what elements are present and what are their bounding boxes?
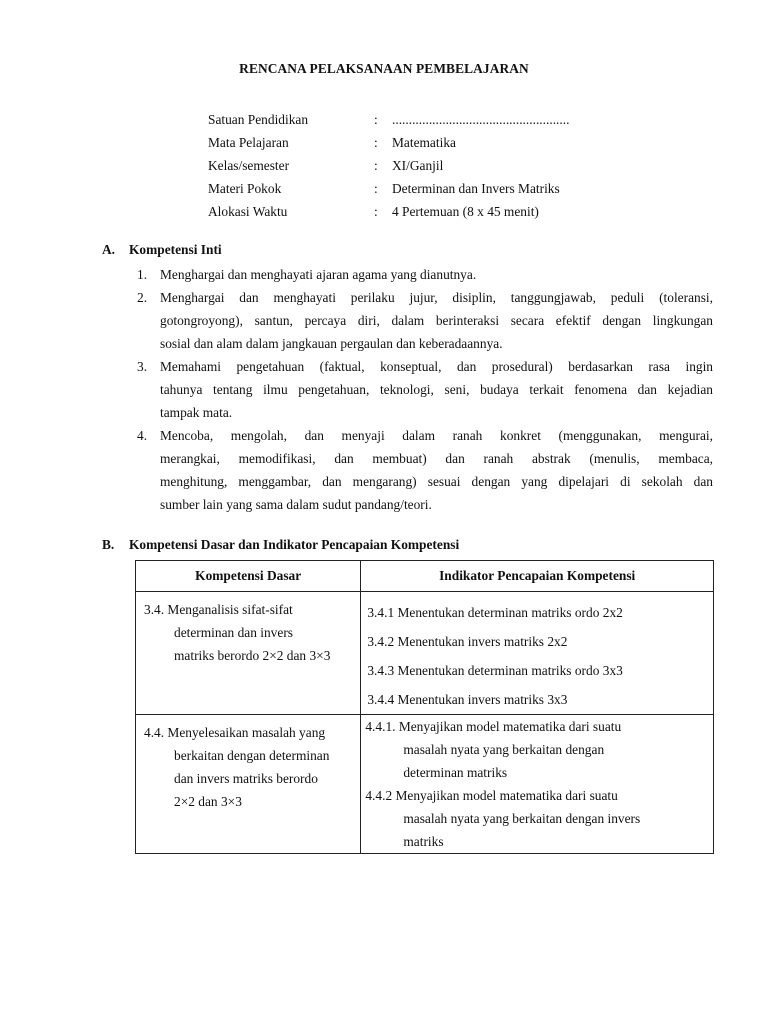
section-letter: B. [102,537,115,552]
indicator-line: masalah nyata yang berkaitan dengan [403,742,605,757]
indicator-cell [361,592,714,715]
kd-line: dan invers matriks berordo [174,771,318,786]
identity-colon: : [374,180,378,196]
list-line: menghitung, menggambar, dan mengarang) sesuai dengan yang dipelajari di sekolah dan [160,474,713,489]
indicator-line: determinan matriks [403,765,508,780]
identity-row [208,177,569,200]
indicator-item: 4.4.2 Menyajikan model matematika dari suatu [365,788,618,803]
kd-first-line: 3.4. Menganalisis sifat-sifat [144,602,293,617]
identity-value: 4 Pertemuan (8 x 45 menit) [392,203,539,219]
indicator-line: masalah nyata yang berkaitan dengan invers [403,811,641,826]
kd-line: berkaitan dengan determinan [174,748,330,763]
indicator-list [361,592,713,714]
kd-line: matriks berordo 2×2 dan 3×3 [174,648,331,663]
list-line: sumber lain yang sama dalam sudut pandang/teori. [160,497,432,512]
identity-label: Kelas/semester [208,157,290,173]
list-number: 3. [137,359,148,374]
kd-first-line: 4.4. Menyelesaikan masalah yang [144,725,326,740]
list-line: Mencoba, mengolah, dan menyaji dalam ranah konkret (menggunakan, mengurai, [160,428,713,443]
indicator-cell [361,715,714,854]
indicator-list [361,715,713,853]
list-item [137,355,713,424]
section-title: Kompetensi Inti [129,242,222,257]
identity-colon: : [374,157,378,173]
table-header-row [136,561,714,592]
list-line: Memahami pengetahuan (faktual, konseptual, dan prosedural) berdasarkan rasa ingin [160,359,713,374]
table-row [136,715,714,854]
section-letter: A. [102,242,116,257]
list-number: 1. [137,267,148,282]
identity-row [208,108,569,131]
kd-text [136,715,360,813]
list-line: tampak mata. [160,405,233,420]
list-line: merangkai, memodifikasi, dan membuat) dan ranah abstrak (menulis, membaca, [160,451,713,466]
kd-line: determinan dan invers [174,625,293,640]
identity-colon: : [374,134,378,150]
indicator-item: 3.4.1 Menentukan determinan matriks ordo 2x2 [367,605,623,620]
identity-value: XI/Ganjil [392,157,444,173]
indicator-item: 3.4.3 Menentukan determinan matriks ordo 3x3 [367,663,623,678]
indicator-item: 4.4.1. Menyajikan model matematika dari suatu [365,719,622,734]
kd-cell [136,715,361,854]
indicator-line: matriks [403,834,444,849]
kompetensi-dasar-table [135,560,714,854]
kompetensi-inti-list [137,263,713,516]
list-item [137,286,713,355]
list-line: tahunya tentang ilmu pengetahuan, teknologi, seni, budaya terkait fenomena dan kejadian [160,382,713,397]
identity-row [208,200,569,223]
identity-row [208,154,569,177]
identity-row [208,131,569,154]
kd-text [136,592,360,667]
identity-value: Determinan dan Invers Matriks [392,180,560,196]
list-line: gotongroyong), santun, percaya diri, dalam berinteraksi secara efektif dengan lingkungan [160,313,713,328]
list-item [137,263,713,286]
list-item [137,424,713,516]
list-line: Menghargai dan menghayati perilaku jujur, disiplin, tanggungjawab, peduli (toleransi, [160,290,713,305]
section-title: Kompetensi Dasar dan Indikator Pencapaian Kompetensi [129,537,460,552]
identity-colon: : [374,203,378,219]
kd-line: 2×2 dan 3×3 [174,794,242,809]
indicator-item: 3.4.4 Menentukan invers matriks 3x3 [367,692,568,707]
list-number: 4. [137,428,148,443]
table-row [136,592,714,715]
indicator-item: 3.4.2 Menentukan invers matriks 2x2 [367,634,568,649]
identity-label: Mata Pelajaran [208,134,289,150]
identity-value: Matematika [392,134,456,150]
identity-label: Materi Pokok [208,180,282,196]
identity-label: Satuan Pendidikan [208,111,309,127]
list-line: sosial dan alam dalam jangkauan pergaulan dan keberadaannya. [160,336,503,351]
identity-label: Alokasi Waktu [208,203,288,219]
kd-cell [136,592,361,715]
table-header-indikator: Indikator Pencapaian Kompetensi [361,561,714,592]
list-line: Menghargai dan menghayati ajaran agama yang dianutnya. [160,267,477,282]
document-title: RENCANA PELAKSANAAN PEMBELAJARAN [239,61,529,76]
identity-value: ..................................................... [392,111,570,127]
identity-colon: : [374,111,378,127]
list-number: 2. [137,290,148,305]
identity-block [208,108,569,223]
table-header-kd: Kompetensi Dasar [136,561,361,592]
